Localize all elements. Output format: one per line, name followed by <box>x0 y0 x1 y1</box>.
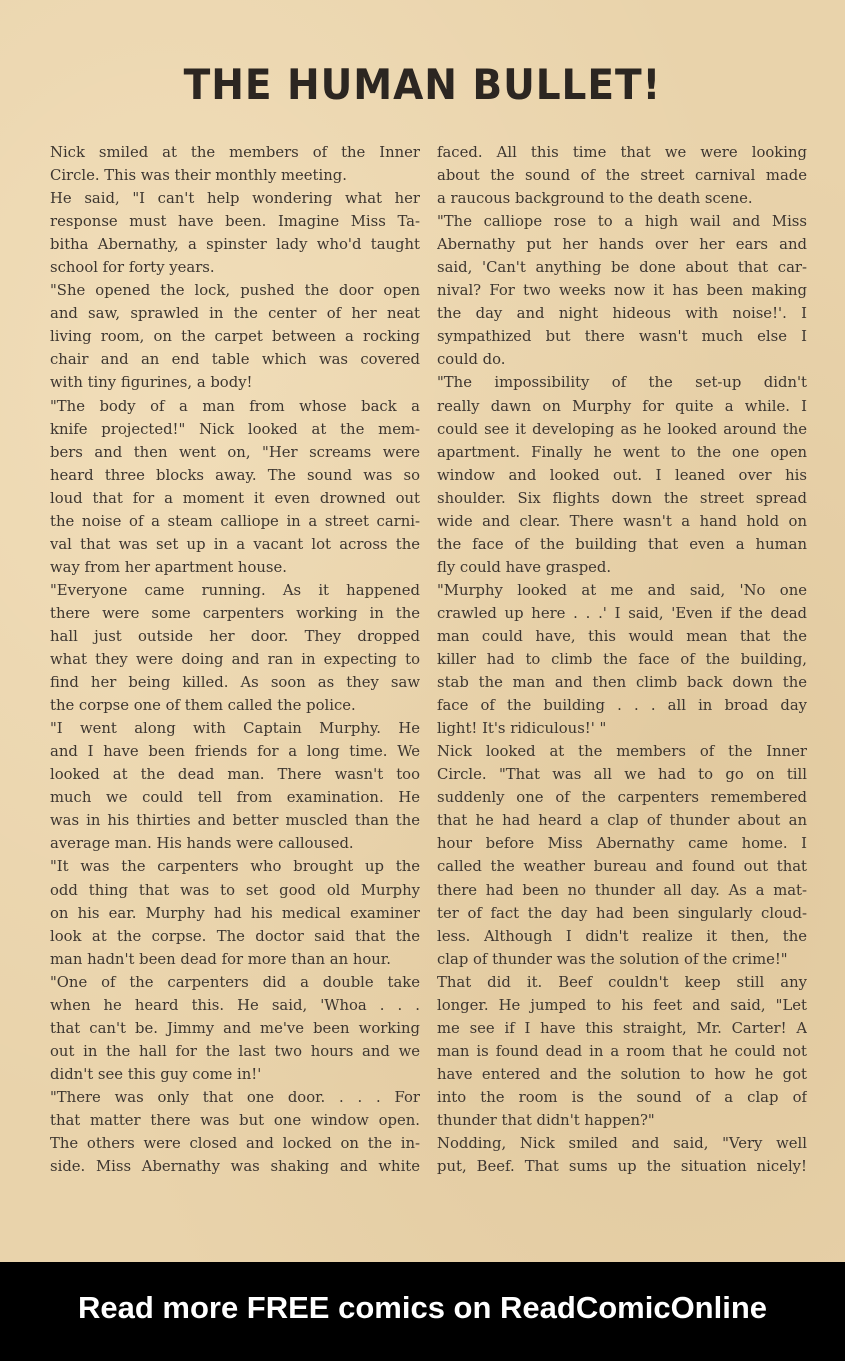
right-text-column <box>437 141 807 1178</box>
promo-banner[interactable] <box>0 1262 845 1361</box>
text-line: nival? For two weeks now it has been making <box>437 282 807 300</box>
text-line: "Murphy looked at me and said, 'No one <box>437 581 807 599</box>
text-line: find her being killed. As soon as they saw <box>50 674 420 692</box>
text-line: Circle. "That was all we had to go on till <box>437 766 807 784</box>
text-line: living room, on the carpet between a rocking <box>50 328 420 346</box>
text-line: and saw, sprawled in the center of her neat <box>50 305 420 323</box>
text-line: "I went along with Captain Murphy. He <box>50 720 420 738</box>
text-line: when he heard this. He said, 'Whoa . . . <box>50 996 420 1014</box>
text-line: Nodding, Nick smiled and said, "Very well <box>437 1135 807 1153</box>
text-line: sympathized but there wasn't much else I <box>437 328 807 346</box>
text-line: called the weather bureau and found out that <box>437 858 807 876</box>
text-line: "She opened the lock, pushed the door open <box>50 282 420 300</box>
text-line: could see it developing as he looked around the <box>437 420 807 438</box>
text-line: average man. His hands were calloused. <box>50 835 354 853</box>
text-line: shoulder. Six flights down the street spread <box>437 489 807 507</box>
text-line: there were some carpenters working in the <box>50 604 420 622</box>
text-line: "One of the carpenters did a double take <box>50 973 420 991</box>
text-line: hour before Miss Abernathy came home. I <box>437 835 807 853</box>
text-line: side. Miss Abernathy was shaking and white <box>50 1158 420 1176</box>
text-line: bers and then went on, "Her screams were <box>50 443 420 461</box>
text-line: on his ear. Murphy had his medical examiner <box>50 904 420 922</box>
text-line: man is found dead in a room that he could not <box>437 1042 807 1060</box>
text-line: the face of the building that even a human <box>437 535 807 553</box>
text-line: that he had heard a clap of thunder about an <box>437 812 807 830</box>
text-line: longer. He jumped to his feet and said, "Let <box>437 996 807 1014</box>
text-line: fly could have grasped. <box>437 558 612 576</box>
text-line: into the room is the sound of a clap of <box>437 1088 807 1106</box>
text-line: look at the corpse. The doctor said that the <box>50 927 420 945</box>
text-line: "The body of a man from whose back a <box>50 397 420 415</box>
text-line: there had been no thunder all day. As a mat- <box>437 881 807 899</box>
text-line: that can't be. Jimmy and me've been working <box>50 1019 420 1037</box>
text-line: faced. All this time that we were looking <box>437 144 807 161</box>
text-line: Nick looked at the members of the Inner <box>437 743 807 761</box>
promo-banner-text[interactable]: Read more FREE comics on ReadComicOnline <box>77 1290 768 1325</box>
text-line: "It was the carpenters who brought up the <box>50 858 420 876</box>
text-line: That did it. Beef couldn't keep still any <box>437 973 807 991</box>
text-line: the corpse one of them called the police. <box>50 697 356 715</box>
text-line: crawled up here . . .' I said, 'Even if the dead <box>437 604 807 622</box>
text-line: about the sound of the street carnival made <box>437 167 807 185</box>
text-line: "The calliope rose to a high wail and Miss <box>437 213 807 231</box>
text-line: odd thing that was to set good old Murphy <box>50 881 420 899</box>
text-line: man hadn't been dead for more than an hour. <box>50 950 391 968</box>
text-line: ter of fact the day had been singularly cloud- <box>437 904 807 922</box>
text-line: suddenly one of the carpenters remembered <box>437 789 807 807</box>
text-line: and I have been friends for a long time. We <box>50 743 420 761</box>
left-text-column <box>50 141 420 1178</box>
text-line: window and looked out. I leaned over his <box>437 466 807 484</box>
text-line: killer had to climb the face of the building, <box>437 651 807 669</box>
text-line: the noise of a steam calliope in a street carni- <box>50 512 420 530</box>
text-line: val that was set up in a vacant lot across the <box>50 535 420 553</box>
text-line: much we could tell from examination. He <box>50 789 420 807</box>
text-line: a raucous background to the death scene. <box>437 190 753 208</box>
text-line: me see if I have this straight, Mr. Carter! A <box>437 1019 807 1037</box>
text-line: put, Beef. That sums up the situation nicely! <box>437 1158 807 1176</box>
text-line: clap of thunder was the solution of the crime!" <box>437 950 788 968</box>
text-line: what they were doing and ran in expecting to <box>50 651 420 669</box>
text-line: didn't see this guy come in!' <box>50 1065 262 1083</box>
text-line: chair and an end table which was covered <box>50 351 420 369</box>
text-line: school for forty years. <box>50 259 215 277</box>
text-line: was in his thirties and better muscled than the <box>50 812 420 830</box>
text-line: out in the hall for the last two hours and we <box>50 1042 420 1060</box>
text-line: bitha Abernathy, a spinster lady who'd taught <box>50 236 420 254</box>
text-line: knife projected!" Nick looked at the mem- <box>50 420 420 438</box>
text-line: thunder that didn't happen?" <box>437 1111 655 1129</box>
text-line: have entered and the solution to how he got <box>437 1065 807 1083</box>
text-line: "The impossibility of the set-up didn't <box>437 374 807 392</box>
text-line: looked at the dead man. There wasn't too <box>50 766 420 784</box>
text-line: with tiny figurines, a body! <box>50 374 253 392</box>
text-line: stab the man and then climb back down the <box>437 674 807 692</box>
text-line: light! It's ridiculous!' " <box>437 720 607 738</box>
text-line: heard three blocks away. The sound was so <box>50 466 420 484</box>
text-line: man could have, this would mean that the <box>437 627 807 645</box>
text-line: apartment. Finally he went to the one open <box>437 443 807 461</box>
text-line: "Everyone came running. As it happened <box>50 581 420 599</box>
text-line: Abernathy put her hands over her ears and <box>437 236 807 254</box>
text-line: The others were closed and locked on the in- <box>50 1135 420 1153</box>
text-line: said, 'Can't anything be done about that car- <box>437 259 807 277</box>
text-line: loud that for a moment it even drowned out <box>50 489 420 507</box>
text-line: Circle. This was their monthly meeting. <box>50 167 347 185</box>
text-line: could do. <box>437 351 506 369</box>
text-line: response must have been. Imagine Miss Ta- <box>50 213 420 231</box>
text-line: way from her apartment house. <box>50 558 287 576</box>
text-line: He said, "I can't help wondering what her <box>50 190 420 208</box>
text-line: hall just outside her door. They dropped <box>50 627 420 645</box>
text-line: less. Although I didn't realize it then, the <box>437 927 807 945</box>
text-line: the day and night hideous with noise!'. I <box>437 305 807 323</box>
text-line: really dawn on Murphy for quite a while. I <box>437 397 807 415</box>
text-line: wide and clear. There wasn't a hand hold on <box>437 512 807 530</box>
text-line: "There was only that one door. . . . For <box>50 1088 420 1106</box>
text-line: that matter there was but one window open. <box>50 1111 420 1129</box>
text-line: Nick smiled at the members of the Inner <box>50 144 420 161</box>
text-line: face of the building . . . all in broad day <box>437 697 807 715</box>
story-title: THE HUMAN BULLET! <box>183 60 662 109</box>
